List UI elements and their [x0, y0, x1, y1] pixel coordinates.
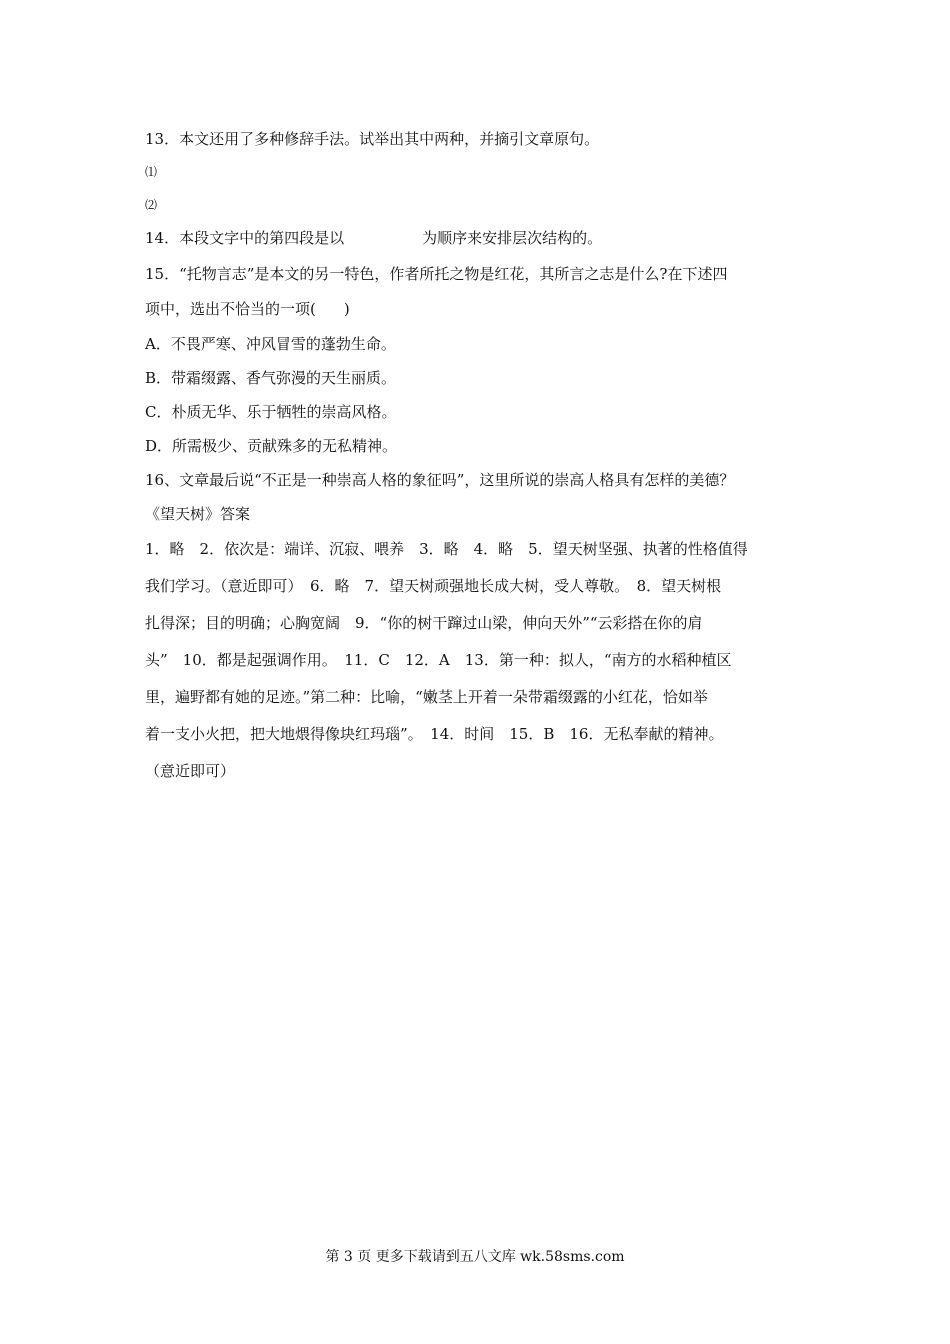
option-a: A．不畏严寒、冲风冒雪的蓬勃生命。 — [145, 335, 396, 353]
answer-line: 扎得深；目的明确；心胸宽阔 9．“你的树干蹿过山梁，伸向天外”“云彩搭在你的肩 — [145, 614, 703, 632]
question-13-item-2: ⑵ — [145, 198, 158, 212]
question-14 — [145, 227, 810, 248]
question-14-before: 14．本段文字中的第四段是以 — [145, 229, 345, 247]
question-13: 13．本文还用了多种修辞手法。试举出其中两种，并摘引文章原句。 — [145, 130, 600, 148]
option-d: D．所需极少、贡献殊多的无私精神。 — [145, 437, 398, 455]
question-15-line-2 — [145, 298, 810, 319]
option-c: C．朴质无华、乐于牺牲的崇高风格。 — [145, 403, 397, 421]
answer-line: 里，遍野都有她的足迹。”第二种：比喻，“嫩茎上开着一朵带霜缀露的小红花，恰如举 — [145, 688, 708, 706]
question-16: 16、文章最后说“不正是一种崇高人格的象征吗”，这里所说的崇高人格具有怎样的美德？ — [145, 471, 735, 489]
question-14-after: 为顺序来安排层次结构的。 — [422, 229, 603, 247]
answer-line: （意近即可） — [145, 762, 236, 780]
question-13-item-1: ⑴ — [145, 165, 158, 179]
answer-line: 头” 10．都是起强调作用。 11．C 12．A 13．第一种：拟人，“南方的水稻种植区 — [145, 651, 732, 669]
question-15-line-1: 15．“托物言志”是本文的另一特色，作者所托之物是红花，其所言之志是什么?在下述四 — [145, 265, 728, 283]
answer-line: 我们学习。（意近即可） 6．略 7．望天树顽强地长成大树，受人尊敬。 8．望天树根 — [145, 577, 722, 595]
answer-line: 着一支小火把，把大地煨得像块红玛瑙”。 14．时间 15．B 16．无私奉献的精神。 — [145, 725, 724, 743]
option-b: B．带霜缀露、香气弥漫的天生丽质。 — [145, 369, 397, 387]
question-15-prompt: 项中，选出不恰当的一项( — [145, 300, 316, 318]
question-15-close-paren: ) — [343, 300, 350, 318]
answer-line: 1．略 2．依次是：端详、沉寂、喂养 3．略 4．略 5．望天树坚强、执著的性格值得 — [145, 540, 748, 558]
answers-title: 《望天树》答案 — [145, 505, 251, 523]
page-footer: 第 3 页 更多下载请到五八文库 wk.58sms.com — [325, 1249, 625, 1265]
